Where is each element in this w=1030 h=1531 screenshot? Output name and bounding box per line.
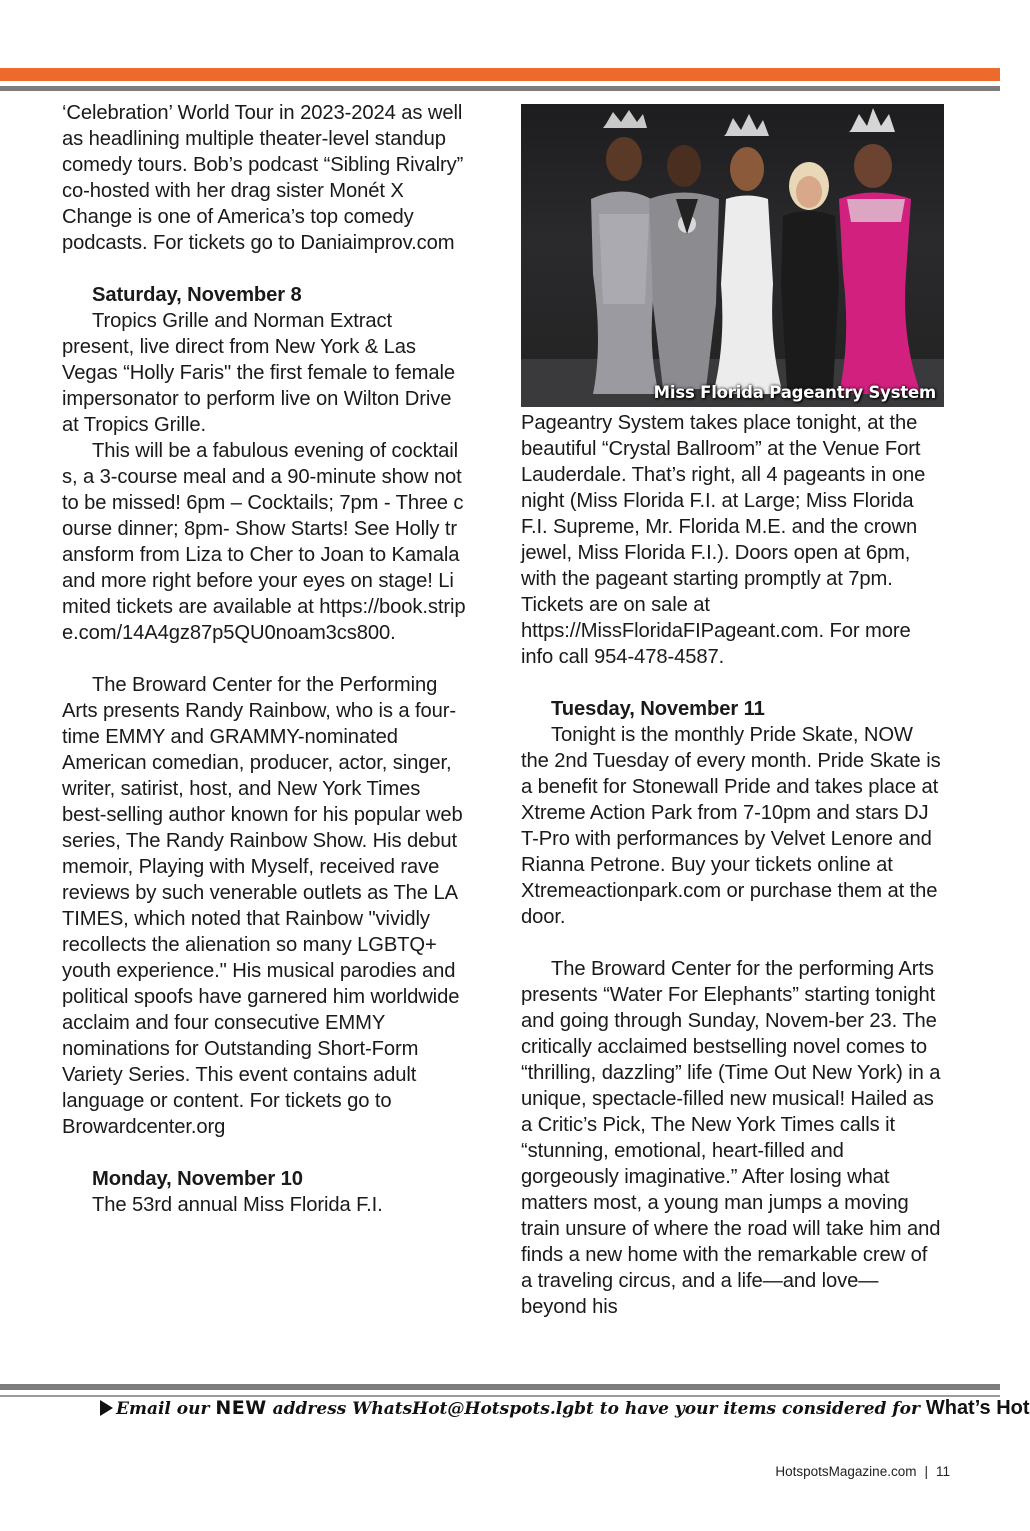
page-footer bbox=[775, 1464, 950, 1479]
top-orange-rule bbox=[0, 68, 1000, 81]
article-paragraph: The 53rd annual Miss Florida F.I. bbox=[92, 1194, 383, 1216]
photo-caption: Miss Florida Pageantry System bbox=[653, 383, 936, 402]
article-paragraph: ‘Celebration’ World Tour in 2023-2024 as well as headlining multiple theater-level standup comedy tours. Bob’s podcast “Sibling Rivalry” co-hosted with her drag sister Monét X Change is one of America’s top comedy podcasts. For tickets go to Daniaimprov.com bbox=[62, 102, 464, 254]
figure-5 bbox=[839, 108, 921, 394]
date-heading: Monday, November 10 bbox=[92, 1168, 303, 1190]
article-paragraph: Tropics Grille and Norman Extract present, live direct from New York & Las Vegas “Holly Faris" the first female to female impersonator to perform live on Wilton Drive at Tropics Grille. bbox=[62, 310, 456, 436]
article-paragraph: Tonight is the monthly Pride Skate, NOW the 2nd Tuesday of every month. Pride Skate is a benefit for Stonewall Pride and takes place at Xtreme Action Park from 7-10pm and stars DJ T-Pro with performances by Velvet Lenore and Rianna Petrone. Buy your tickets online at Xtremeactionpark.com or purchase them at the door. bbox=[521, 724, 941, 928]
figure-2 bbox=[649, 145, 719, 389]
bottom-rule bbox=[0, 1384, 1000, 1390]
promo-middle: address WhatsHot@Hotspots.lgbt to have your items considered for bbox=[272, 1399, 920, 1419]
email-promo-banner bbox=[100, 1394, 1030, 1422]
article-paragraph: Pageantry System takes place tonight, at the beautiful “Crystal Ballroom” at the Venue Fort Lauderdale. That’s right, all 4 pageants in one night (Miss Florida F.I. at Large; Miss Florida F.I. Supreme, Mr. Florida M.E. and the crown jewel, Miss Florida F.I.). Doors open at 6pm, with the pageant starting promptly at 7pm. Tickets are on sale at https://MissFloridaFIPageant.com. For more info call 954-478-4587. bbox=[521, 412, 926, 668]
promo-brand: What’s Hot bbox=[925, 1397, 1030, 1419]
page-number: 11 bbox=[935, 1464, 950, 1479]
article-paragraph: The Broward Center for the Performing Arts presents Randy Rainbow, who is a four-time EMMY and GRAMMY-nominated American comedian, producer, actor, singer, writer, satirist, host, and New York Times best-selling author known for his popular web series, The Randy Rainbow Show. His debut memoir, Playing with Myself, received rave reviews by such venerable outlets as The LA TIMES, which noted that Rainbow "vividly recollects the alienation so many LGBTQ+ youth experience." His musical parodies and political spoofs have garnered him worldwide acclaim and four consecutive EMMY nominations for Outstanding Short-Form Variety Series. This event contains adult language or content. For tickets go to Browardcenter.org bbox=[62, 674, 463, 1138]
promo-lead: Email our bbox=[116, 1399, 210, 1419]
date-heading: Saturday, November 8 bbox=[92, 284, 302, 306]
footer-site: HotspotsMagazine.com bbox=[775, 1464, 917, 1479]
left-column bbox=[62, 100, 467, 1218]
date-heading: Tuesday, November 11 bbox=[551, 698, 765, 720]
right-column bbox=[521, 410, 941, 1320]
pageant-photo bbox=[521, 104, 944, 407]
play-arrow-icon bbox=[100, 1400, 113, 1416]
promo-new-label: NEW bbox=[215, 1397, 267, 1419]
article-paragraph: This will be a fabulous evening of cocktails, a 3-course meal and a 90-minute show not to be missed! 6pm – Cocktails; 7pm - Three course dinner; 8pm- Show Starts! See Holly transform from Liza to Cher to Joan to Kamala and more right before your eyes on stage! Limited tickets are available at https://book.stripe.com/14A4gz87p5QU0noam3cs800. bbox=[62, 440, 466, 644]
figure-4 bbox=[781, 162, 839, 389]
figure-1 bbox=[591, 110, 659, 394]
footer-separator: | bbox=[924, 1464, 928, 1479]
top-gray-rule bbox=[0, 86, 1000, 91]
article-paragraph: The Broward Center for the performing Arts presents “Water For Elephants” starting tonight and going through Sunday, Novem-ber 23. The critically acclaimed bestselling novel comes to “thrilling, dazzling” life (Time Out New York) in a unique, spectacle-filled new musical! Hailed as a Critic’s Pick, The New York Times calls it “stunning, emotional, heart-filled and gorgeously imaginative.” After losing what matters most, a young man jumps a moving train unsure of where the road will take him and finds a new home with the remarkable crew of a traveling circus, and a life—and love—beyond his bbox=[521, 958, 941, 1318]
pageant-photo-illustration bbox=[521, 104, 944, 407]
figure-3 bbox=[713, 114, 783, 394]
